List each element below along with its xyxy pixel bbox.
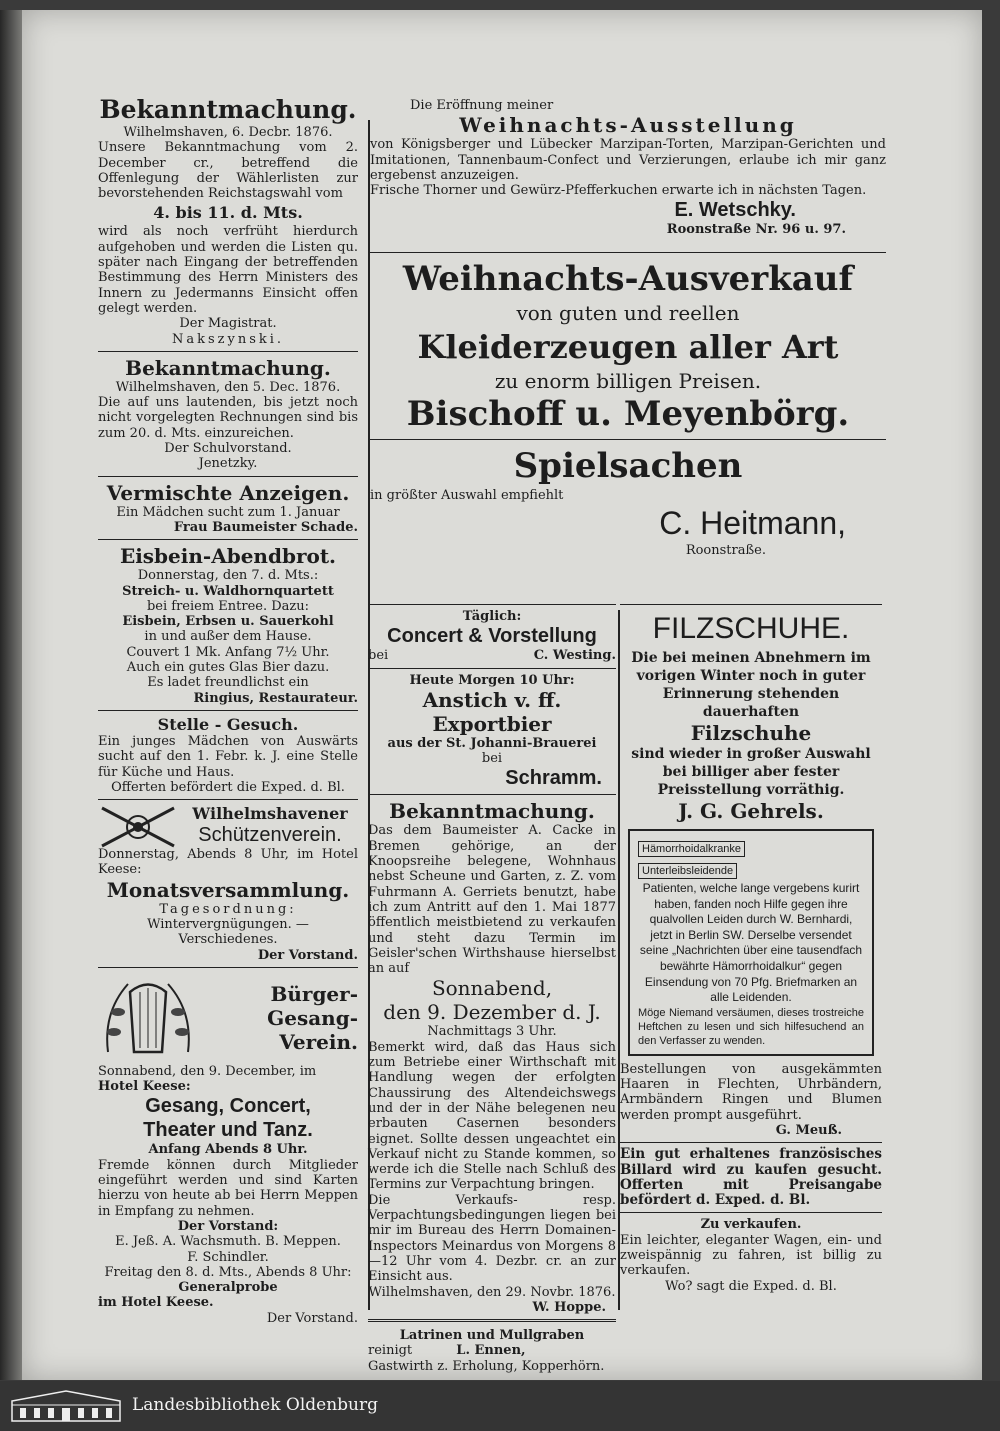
divider — [98, 351, 358, 352]
text-line: Eisbein, Erbsen u. Sauerkohl — [122, 614, 334, 630]
text-line: Anfang Abends 8 Uhr. — [148, 1142, 308, 1158]
text-line: bei freiem Entree. Dazu: — [146, 598, 310, 614]
signature: Frau Baumeister Schade. — [173, 519, 358, 535]
ad-concert — [368, 609, 616, 664]
divider — [370, 439, 886, 440]
divider — [368, 604, 616, 605]
crossed-rifles-target-icon — [98, 804, 178, 850]
signature-name: Jenetzky. — [198, 456, 258, 472]
body-text: Bemerkt wird, daß das Haus sich zum Betriebe einer Wirthschaft mit Handlung wegen der erfolgten Chaussirung des Altendeichswegs und der in der Nähe belegenen neu erbauten Casernen besonders eignet. Sollte dessen ungeachtet ein Verkauf nicht zu Stande kommen, so werde ich die Stelle nach Schluß des Termins zur Verpachtung bringen. — [368, 1039, 616, 1193]
dateline: Wilhelmshaven, den 5. Dec. 1876. — [115, 379, 341, 395]
ad-stelle-gesuch — [98, 715, 358, 795]
signature: G. Meuß. — [775, 1122, 842, 1138]
ad-schuetzenverein — [98, 804, 358, 963]
names: E. Jeß. A. Wachsmuth. B. Meppen. — [115, 1234, 341, 1250]
ad-title: Kleiderzeugen aller Art — [417, 328, 839, 366]
body-text: Ein leichter, eleganter Wagen, ein- und zweispännig zu fahren, ist billig zu verkaufen. — [620, 1232, 882, 1279]
club-name: Gesang- — [267, 1005, 358, 1030]
body-text: wird als noch verfrüht hierdurch aufgehoben und werden die Listen qu. später nach Eingang der betreffenden Bestimmung des Herrn Ministers des Innern zu Jedermanns Einsicht offen gelegt werden. — [98, 224, 358, 316]
signature: Der Schulvorstand. — [164, 441, 292, 457]
ad-title: Anstich v. ff. Exportbier — [422, 687, 562, 736]
ad-latrinen — [368, 1328, 616, 1374]
text-line: Es ladet freundlichst ein — [147, 675, 309, 691]
text-line: Sonnabend, den 9. December, im — [98, 1063, 317, 1079]
ad-title: Bekanntmachung. — [99, 95, 357, 124]
text-line: Tagesordnung: — [159, 901, 297, 917]
ad-title: Weihnachts-Ausverkauf — [402, 259, 854, 299]
date-headline: Sonnabend, — [431, 976, 553, 1001]
ad-bekanntmachung-hoppe — [368, 799, 616, 1315]
divider — [98, 967, 358, 968]
body-text: Bestellungen von ausgekämmten Haaren in Flechten, Uhrbändern, Armbändern Ringen und Blumen werden prompt ausgeführt. — [620, 1061, 882, 1123]
ad-title: Concert & Vorstellung — [387, 625, 597, 648]
ad-title: Stelle - Gesuch. — [157, 714, 299, 734]
text-line: Donnerstag, den 7. d. Mts.: — [137, 568, 319, 584]
signature: Der Vorstand: — [177, 1218, 279, 1234]
body-text: Ein gut erhaltenes französisches Billard wird zu kaufen gesucht. Offerten mit Preisangabe befördert d. Exped. d. Bl. — [620, 1146, 882, 1209]
divider — [370, 252, 886, 253]
divider — [98, 476, 358, 477]
body-text: Ein Mädchen sucht zum 1. Januar — [116, 504, 340, 520]
text-line: Freitag den 8. d. Mts., Abends 8 Uhr: — [104, 1264, 352, 1280]
ad-haemorrhoidal — [628, 829, 874, 1056]
divider — [620, 604, 882, 605]
body-text: Frische Thorner und Gewürz-Pfefferkuchen erwarte ich in nächsten Tagen. — [370, 183, 867, 199]
column-middle — [368, 604, 616, 1374]
library-building-icon — [10, 1389, 122, 1423]
body-text: Die Verkaufs- resp. Verpachtungsbedingungen liegen bei mir im Bureau des Herrn Domainen-Inspectors Meinardus von Morgens 8—12 Uhr vom 4. Dezbr. cr. an zur Einsicht aus. — [368, 1192, 616, 1285]
column-right — [620, 604, 882, 1294]
text-line: Heute Morgen 10 Uhr: — [409, 672, 575, 688]
body-text: Das dem Baumeister A. Cacke in Bremen gehörige, an der Knoopsreihe belegene, Wohnhaus nebst Scheune und Garten, z. Z. vom Fuhrmann A. Gerriets benutzt, habe ich zum Antritt auf den 1. Mai 1877 öffentlich meistbietend zu verkaufen und steht dazu Termin im Geisler'schen Wirthshause hierselbst an auf — [368, 823, 616, 977]
ad-title: FILZSCHUHE. — [652, 612, 850, 645]
ad-haare — [620, 1062, 882, 1138]
text-line: Donnerstag, Abends 8 Uhr, im Hotel Keese: — [98, 847, 358, 878]
divider — [620, 1212, 882, 1213]
text-line: bei — [481, 751, 503, 767]
signature-name: Nakszynski. — [171, 331, 285, 347]
text-line: aus der St. Johanni-Brauerei — [387, 735, 597, 751]
ad-title: Bekanntmachung. — [389, 799, 595, 824]
ad-filzschuhe — [620, 609, 882, 823]
signature: W. Hoppe. — [532, 1299, 606, 1315]
book-spine-edge — [0, 10, 22, 1380]
ad-bekanntmachung-magistrat — [98, 95, 358, 347]
event-headline: Gesang, Concert, — [145, 1095, 311, 1118]
divider — [368, 794, 616, 795]
text-line: Generalprobe — [178, 1280, 278, 1296]
body-text: Patienten, welche lange vergebens kurirt haben, fanden noch Hilfe gegen ihre qualvollen Leiden durch W. Bernhardi, jetzt in Berlin SW. Derselbe versendet seine „Nachrichten über eine tausendfach bewährte Hämorrhoidalkur“ gegen Einsendung von 70 Pfg. Briefmarken an alle Leidenden. — [639, 881, 863, 1005]
ad-exportbier — [368, 673, 616, 791]
lyre-wreath-icon — [98, 972, 198, 1064]
text-line: Auch ein gutes Glas Bier dazu. — [126, 660, 330, 676]
text-line: Täglich: — [462, 609, 522, 624]
club-name: Wilhelmshavener — [192, 804, 348, 824]
body-text: Möge Niemand versäumen, dieses trostreiche Heftchen zu lesen und sich hilfesuchend an den Verfasser zu wenden. — [638, 1006, 864, 1047]
text-line: Couvert 1 Mk. Anfang 7½ Uhr. — [126, 644, 330, 660]
merchant-name: C. Heitmann, — [659, 505, 846, 542]
date-headline: den 9. Dezember d. J. — [383, 1000, 601, 1025]
signature: Der Magistrat. — [179, 316, 277, 332]
ad-title: Bekanntmachung. — [125, 355, 331, 380]
label-tag: Unterleibsleidende — [638, 863, 737, 879]
signature: J. G. Gehrels. — [678, 799, 824, 823]
signature: Offerten befördert die Exped. d. Bl. — [111, 779, 345, 795]
signature: Wo? sagt die Exped. d. Bl. — [665, 1278, 837, 1294]
ad-title: Zu verkaufen. — [700, 1217, 802, 1233]
text-line: zu enorm billigen Preisen. — [494, 369, 762, 393]
product-title: Filzschuhe — [690, 721, 812, 745]
divider — [98, 539, 358, 540]
ad-wagen — [620, 1217, 882, 1293]
address: Roonstraße. — [685, 543, 766, 559]
dateline: Wilhelmshaven, den 29. Novbr. 1876. — [368, 1284, 616, 1300]
signature: C. Westing. — [533, 648, 616, 664]
ad-billard — [620, 1147, 882, 1208]
divider — [98, 799, 358, 800]
body-text: Die bei meinen Abnehmern im vorigen Winter noch in guter Erinnerung stehenden dauerhaften — [631, 650, 871, 720]
text-line: Nachmittags 3 Uhr. — [427, 1024, 557, 1040]
ad-title: Eisbein-Abendbrot. — [119, 544, 337, 569]
ad-buerger-gesang-verein — [98, 972, 358, 1326]
text-line: reinigt L. Ennen, — [368, 1343, 526, 1359]
ad-wide — [370, 252, 886, 559]
body-text: Unsere Bekanntmachung vom 2. December cr., betreffend die Offenlegung der Wählerlisten zur bevorstehenden Reichstagswahl vom — [98, 140, 358, 202]
signature: Der Vorstand. — [257, 947, 358, 963]
text-line: im Hotel Keese. — [98, 1295, 214, 1311]
body-text: Die auf uns lautenden, bis jetzt noch nicht vorgelegten Rechnungen sind bis zum 20. d. Mts. einzureichen. — [98, 395, 358, 441]
column-left — [98, 95, 358, 1326]
divider — [620, 1142, 882, 1143]
text-line: Gastwirth z. Erholung, Kopperhörn. — [368, 1358, 605, 1374]
body-text: von Königsberger und Lübecker Marzipan-Torten, Marzipan-Gerichten und Imitationen, Tannenbaum-Confect und Verzierungen, erlaube ich mir ganz ergebenst anzuzeigen. — [370, 137, 886, 183]
divider — [98, 710, 358, 711]
address: Roonstraße Nr. 96 u. 97. — [666, 222, 846, 238]
event-title: Monatsversammlung. — [106, 877, 350, 902]
highlight-dates: 4. bis 11. d. Mts. — [153, 203, 303, 223]
text-line: Wintervergnügungen. — Verschiedenes. — [147, 916, 309, 948]
names: F. Schindler. — [187, 1249, 269, 1265]
text-line: Die Eröffnung meiner — [410, 98, 554, 113]
body-text: Fremde können durch Mitglieder eingeführt werden und sind Karten hierzu von heute ab bei Herrn Meppen in Empfang zu nehmen. — [98, 1157, 358, 1219]
ad-eisbein — [98, 544, 358, 706]
ad-bekanntmachung-schule — [98, 356, 358, 472]
event-headline: Theater und Tanz. — [143, 1119, 313, 1142]
text-line: von guten und reellen — [516, 301, 740, 325]
ad-weihnachts-ausstellung — [370, 98, 886, 238]
body-text: sind wieder in großer Auswahl bei billiger aber fester Preisstellung vorräthig. — [631, 746, 871, 798]
text-line: in und außer dem Hause. — [144, 629, 312, 645]
club-name: Verein. — [279, 1029, 358, 1054]
text-line: in größter Auswahl empfiehlt — [370, 488, 564, 503]
text-line: bei C. Westing. — [368, 648, 616, 664]
section-title: Vermischte Anzeigen. — [106, 480, 350, 505]
label-tag: Hämorrhoidalkranke — [638, 841, 745, 857]
signature: Der Vorstand. — [266, 1310, 358, 1326]
dateline: Wilhelmshaven, 6. Decbr. 1876. — [123, 125, 333, 140]
ad-title: Weihnachts-Ausstellung — [459, 113, 797, 138]
divider — [368, 668, 616, 669]
merchant-name: Bischoff u. Meyenbörg. — [406, 394, 850, 434]
divider — [368, 1319, 616, 1324]
footer-bar — [0, 1381, 1000, 1431]
text-line: Latrinen und Mullgraben — [399, 1328, 585, 1344]
club-name: Bürger- — [270, 981, 358, 1006]
brand-name: Landesbibliothek Oldenburg — [132, 1395, 379, 1415]
club-name: Schützenverein. — [198, 824, 342, 847]
body-text: Ein junges Mädchen von Auswärts sucht auf den 1. Febr. k. J. eine Stelle für Küche und Haus. — [98, 733, 358, 780]
ad-vermischte-anzeigen — [98, 481, 358, 536]
merchant-name: E. Wetschky. — [674, 199, 796, 222]
ad-title: Spielsachen — [513, 446, 743, 486]
text-line: Hotel Keese: — [98, 1079, 191, 1095]
signature: Schramm. — [505, 767, 602, 790]
text-line: Streich- u. Waldhornquartett — [122, 583, 334, 599]
signature: Ringius, Restaurateur. — [193, 690, 358, 706]
merchant-name: L. Ennen, — [456, 1343, 526, 1359]
